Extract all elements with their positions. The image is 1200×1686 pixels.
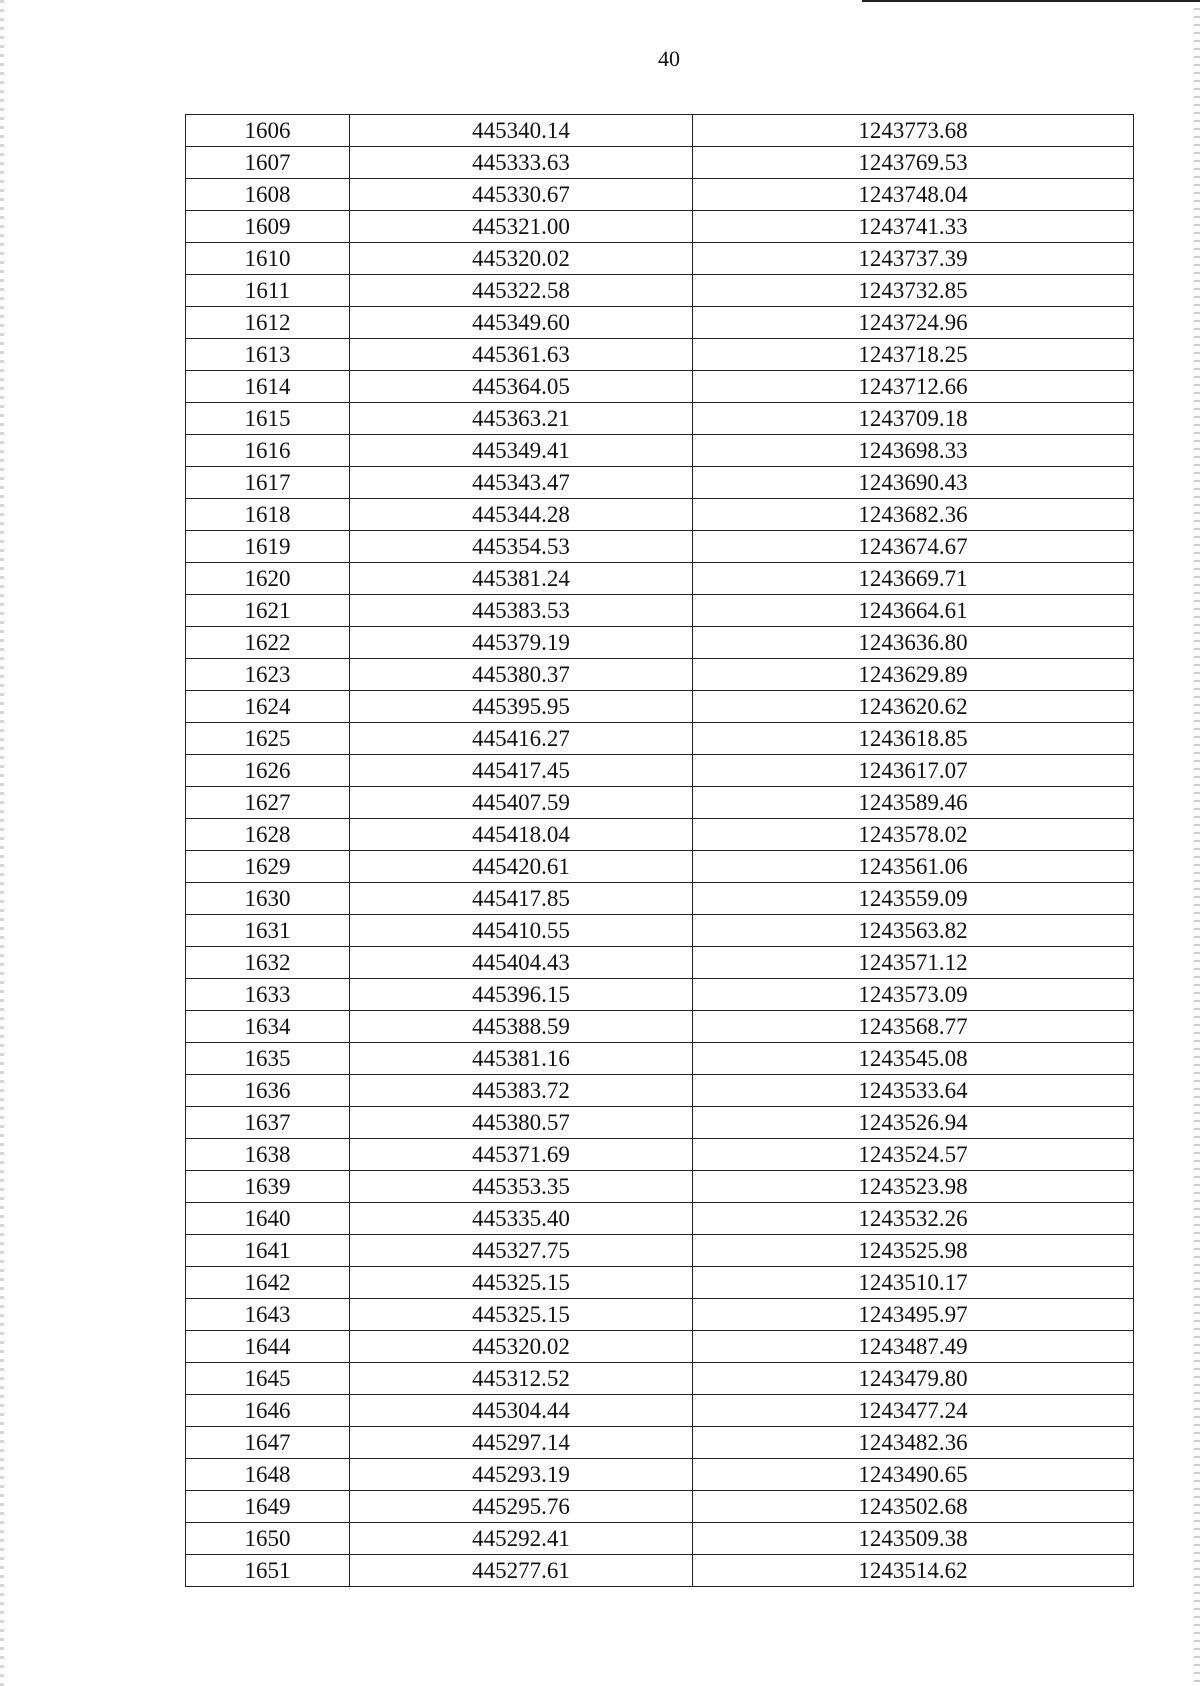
point-number-cell: 1620 [186, 563, 350, 595]
x-coordinate-cell: 445383.72 [350, 1075, 693, 1107]
coordinate-table [185, 114, 1134, 1587]
table-row [186, 1043, 1134, 1075]
y-coordinate-cell: 1243769.53 [693, 147, 1134, 179]
table-row [186, 435, 1134, 467]
y-coordinate-cell: 1243737.39 [693, 243, 1134, 275]
point-number-cell: 1628 [186, 819, 350, 851]
point-number-cell: 1641 [186, 1235, 350, 1267]
point-number-cell: 1627 [186, 787, 350, 819]
y-coordinate-cell: 1243724.96 [693, 307, 1134, 339]
x-coordinate-cell: 445327.75 [350, 1235, 693, 1267]
table-row [186, 499, 1134, 531]
y-coordinate-cell: 1243589.46 [693, 787, 1134, 819]
x-coordinate-cell: 445277.61 [350, 1555, 693, 1587]
y-coordinate-cell: 1243477.24 [693, 1395, 1134, 1427]
table-row [186, 1491, 1134, 1523]
table-row [186, 915, 1134, 947]
point-number-cell: 1625 [186, 723, 350, 755]
point-number-cell: 1612 [186, 307, 350, 339]
x-coordinate-cell: 445312.52 [350, 1363, 693, 1395]
point-number-cell: 1638 [186, 1139, 350, 1171]
point-number-cell: 1633 [186, 979, 350, 1011]
point-number-cell: 1645 [186, 1363, 350, 1395]
header-rule [862, 0, 1200, 2]
point-number-cell: 1608 [186, 179, 350, 211]
x-coordinate-cell: 445417.45 [350, 755, 693, 787]
y-coordinate-cell: 1243732.85 [693, 275, 1134, 307]
y-coordinate-cell: 1243629.89 [693, 659, 1134, 691]
x-coordinate-cell: 445416.27 [350, 723, 693, 755]
x-coordinate-cell: 445388.59 [350, 1011, 693, 1043]
x-coordinate-cell: 445383.53 [350, 595, 693, 627]
table-row [186, 1459, 1134, 1491]
x-coordinate-cell: 445371.69 [350, 1139, 693, 1171]
point-number-cell: 1614 [186, 371, 350, 403]
y-coordinate-cell: 1243664.61 [693, 595, 1134, 627]
point-number-cell: 1637 [186, 1107, 350, 1139]
y-coordinate-cell: 1243617.07 [693, 755, 1134, 787]
table-row [186, 691, 1134, 723]
table-row [186, 1555, 1134, 1587]
table-row [186, 115, 1134, 147]
point-number-cell: 1639 [186, 1171, 350, 1203]
y-coordinate-cell: 1243698.33 [693, 435, 1134, 467]
point-number-cell: 1610 [186, 243, 350, 275]
table-row [186, 1363, 1134, 1395]
point-number-cell: 1619 [186, 531, 350, 563]
point-number-cell: 1631 [186, 915, 350, 947]
table-row [186, 1171, 1134, 1203]
x-coordinate-cell: 445380.37 [350, 659, 693, 691]
x-coordinate-cell: 445354.53 [350, 531, 693, 563]
y-coordinate-cell: 1243578.02 [693, 819, 1134, 851]
point-number-cell: 1647 [186, 1427, 350, 1459]
table-row [186, 1395, 1134, 1427]
x-coordinate-cell: 445396.15 [350, 979, 693, 1011]
table-row [186, 723, 1134, 755]
x-coordinate-cell: 445330.67 [350, 179, 693, 211]
point-number-cell: 1646 [186, 1395, 350, 1427]
page-number: 40 [658, 46, 680, 71]
point-number-cell: 1642 [186, 1267, 350, 1299]
x-coordinate-cell: 445320.02 [350, 243, 693, 275]
y-coordinate-cell: 1243741.33 [693, 211, 1134, 243]
point-number-cell: 1648 [186, 1459, 350, 1491]
table-row [186, 1235, 1134, 1267]
point-number-cell: 1607 [186, 147, 350, 179]
point-number-cell: 1643 [186, 1299, 350, 1331]
point-number-cell: 1632 [186, 947, 350, 979]
y-coordinate-cell: 1243620.62 [693, 691, 1134, 723]
table-row [186, 563, 1134, 595]
table-row [186, 1523, 1134, 1555]
y-coordinate-cell: 1243509.38 [693, 1523, 1134, 1555]
y-coordinate-cell: 1243533.64 [693, 1075, 1134, 1107]
table-row [186, 851, 1134, 883]
x-coordinate-cell: 445343.47 [350, 467, 693, 499]
x-coordinate-cell: 445353.35 [350, 1171, 693, 1203]
y-coordinate-cell: 1243674.67 [693, 531, 1134, 563]
table-row [186, 1331, 1134, 1363]
y-coordinate-cell: 1243712.66 [693, 371, 1134, 403]
x-coordinate-cell: 445418.04 [350, 819, 693, 851]
point-number-cell: 1624 [186, 691, 350, 723]
y-coordinate-cell: 1243682.36 [693, 499, 1134, 531]
y-coordinate-cell: 1243479.80 [693, 1363, 1134, 1395]
table-row [186, 1299, 1134, 1331]
table-row [186, 1427, 1134, 1459]
point-number-cell: 1626 [186, 755, 350, 787]
y-coordinate-cell: 1243502.68 [693, 1491, 1134, 1523]
x-coordinate-cell: 445344.28 [350, 499, 693, 531]
x-coordinate-cell: 445364.05 [350, 371, 693, 403]
table-row [186, 371, 1134, 403]
scan-edge-right [1194, 0, 1200, 1686]
x-coordinate-cell: 445380.57 [350, 1107, 693, 1139]
x-coordinate-cell: 445321.00 [350, 211, 693, 243]
point-number-cell: 1613 [186, 339, 350, 371]
x-coordinate-cell: 445407.59 [350, 787, 693, 819]
x-coordinate-cell: 445292.41 [350, 1523, 693, 1555]
x-coordinate-cell: 445381.16 [350, 1043, 693, 1075]
table-row [186, 755, 1134, 787]
y-coordinate-cell: 1243510.17 [693, 1267, 1134, 1299]
x-coordinate-cell: 445322.58 [350, 275, 693, 307]
y-coordinate-cell: 1243748.04 [693, 179, 1134, 211]
y-coordinate-cell: 1243526.94 [693, 1107, 1134, 1139]
x-coordinate-cell: 445381.24 [350, 563, 693, 595]
table-row [186, 403, 1134, 435]
x-coordinate-cell: 445361.63 [350, 339, 693, 371]
point-number-cell: 1629 [186, 851, 350, 883]
table-row [186, 467, 1134, 499]
x-coordinate-cell: 445417.85 [350, 883, 693, 915]
x-coordinate-cell: 445349.41 [350, 435, 693, 467]
point-number-cell: 1649 [186, 1491, 350, 1523]
table-row [186, 947, 1134, 979]
point-number-cell: 1636 [186, 1075, 350, 1107]
x-coordinate-cell: 445363.21 [350, 403, 693, 435]
x-coordinate-cell: 445404.43 [350, 947, 693, 979]
y-coordinate-cell: 1243669.71 [693, 563, 1134, 595]
table-row [186, 339, 1134, 371]
y-coordinate-cell: 1243523.98 [693, 1171, 1134, 1203]
point-number-cell: 1644 [186, 1331, 350, 1363]
y-coordinate-cell: 1243490.65 [693, 1459, 1134, 1491]
table-row [186, 275, 1134, 307]
point-number-cell: 1635 [186, 1043, 350, 1075]
point-number-cell: 1621 [186, 595, 350, 627]
table-row [186, 211, 1134, 243]
x-coordinate-cell: 445349.60 [350, 307, 693, 339]
point-number-cell: 1609 [186, 211, 350, 243]
x-coordinate-cell: 445297.14 [350, 1427, 693, 1459]
point-number-cell: 1616 [186, 435, 350, 467]
y-coordinate-cell: 1243618.85 [693, 723, 1134, 755]
table-row [186, 1267, 1134, 1299]
y-coordinate-cell: 1243773.68 [693, 115, 1134, 147]
y-coordinate-cell: 1243495.97 [693, 1299, 1134, 1331]
point-number-cell: 1651 [186, 1555, 350, 1587]
y-coordinate-cell: 1243573.09 [693, 979, 1134, 1011]
y-coordinate-cell: 1243532.26 [693, 1203, 1134, 1235]
table-row [186, 883, 1134, 915]
x-coordinate-cell: 445340.14 [350, 115, 693, 147]
table-row [186, 179, 1134, 211]
point-number-cell: 1623 [186, 659, 350, 691]
table-row [186, 1075, 1134, 1107]
x-coordinate-cell: 445325.15 [350, 1267, 693, 1299]
y-coordinate-cell: 1243559.09 [693, 883, 1134, 915]
y-coordinate-cell: 1243482.36 [693, 1427, 1134, 1459]
table-row [186, 1107, 1134, 1139]
table-row [186, 1203, 1134, 1235]
table-row [186, 1011, 1134, 1043]
table-row [186, 787, 1134, 819]
x-coordinate-cell: 445325.15 [350, 1299, 693, 1331]
y-coordinate-cell: 1243709.18 [693, 403, 1134, 435]
point-number-cell: 1615 [186, 403, 350, 435]
x-coordinate-cell: 445379.19 [350, 627, 693, 659]
scan-edge-left [0, 0, 4, 1686]
y-coordinate-cell: 1243545.08 [693, 1043, 1134, 1075]
point-number-cell: 1634 [186, 1011, 350, 1043]
table-row [186, 627, 1134, 659]
table-row [186, 1139, 1134, 1171]
y-coordinate-cell: 1243525.98 [693, 1235, 1134, 1267]
table-row [186, 307, 1134, 339]
y-coordinate-cell: 1243524.57 [693, 1139, 1134, 1171]
y-coordinate-cell: 1243718.25 [693, 339, 1134, 371]
table-row [186, 659, 1134, 691]
table-row [186, 979, 1134, 1011]
x-coordinate-cell: 445410.55 [350, 915, 693, 947]
table-row [186, 531, 1134, 563]
table-row [186, 595, 1134, 627]
point-number-cell: 1606 [186, 115, 350, 147]
x-coordinate-cell: 445293.19 [350, 1459, 693, 1491]
table-row [186, 147, 1134, 179]
table-row [186, 819, 1134, 851]
x-coordinate-cell: 445395.95 [350, 691, 693, 723]
coordinate-table-body [186, 115, 1134, 1587]
x-coordinate-cell: 445335.40 [350, 1203, 693, 1235]
y-coordinate-cell: 1243514.62 [693, 1555, 1134, 1587]
y-coordinate-cell: 1243568.77 [693, 1011, 1134, 1043]
point-number-cell: 1617 [186, 467, 350, 499]
y-coordinate-cell: 1243487.49 [693, 1331, 1134, 1363]
point-number-cell: 1630 [186, 883, 350, 915]
y-coordinate-cell: 1243690.43 [693, 467, 1134, 499]
x-coordinate-cell: 445420.61 [350, 851, 693, 883]
x-coordinate-cell: 445333.63 [350, 147, 693, 179]
table-row [186, 243, 1134, 275]
point-number-cell: 1640 [186, 1203, 350, 1235]
point-number-cell: 1618 [186, 499, 350, 531]
y-coordinate-cell: 1243563.82 [693, 915, 1134, 947]
point-number-cell: 1611 [186, 275, 350, 307]
x-coordinate-cell: 445304.44 [350, 1395, 693, 1427]
point-number-cell: 1650 [186, 1523, 350, 1555]
y-coordinate-cell: 1243636.80 [693, 627, 1134, 659]
y-coordinate-cell: 1243561.06 [693, 851, 1134, 883]
y-coordinate-cell: 1243571.12 [693, 947, 1134, 979]
x-coordinate-cell: 445320.02 [350, 1331, 693, 1363]
x-coordinate-cell: 445295.76 [350, 1491, 693, 1523]
point-number-cell: 1622 [186, 627, 350, 659]
